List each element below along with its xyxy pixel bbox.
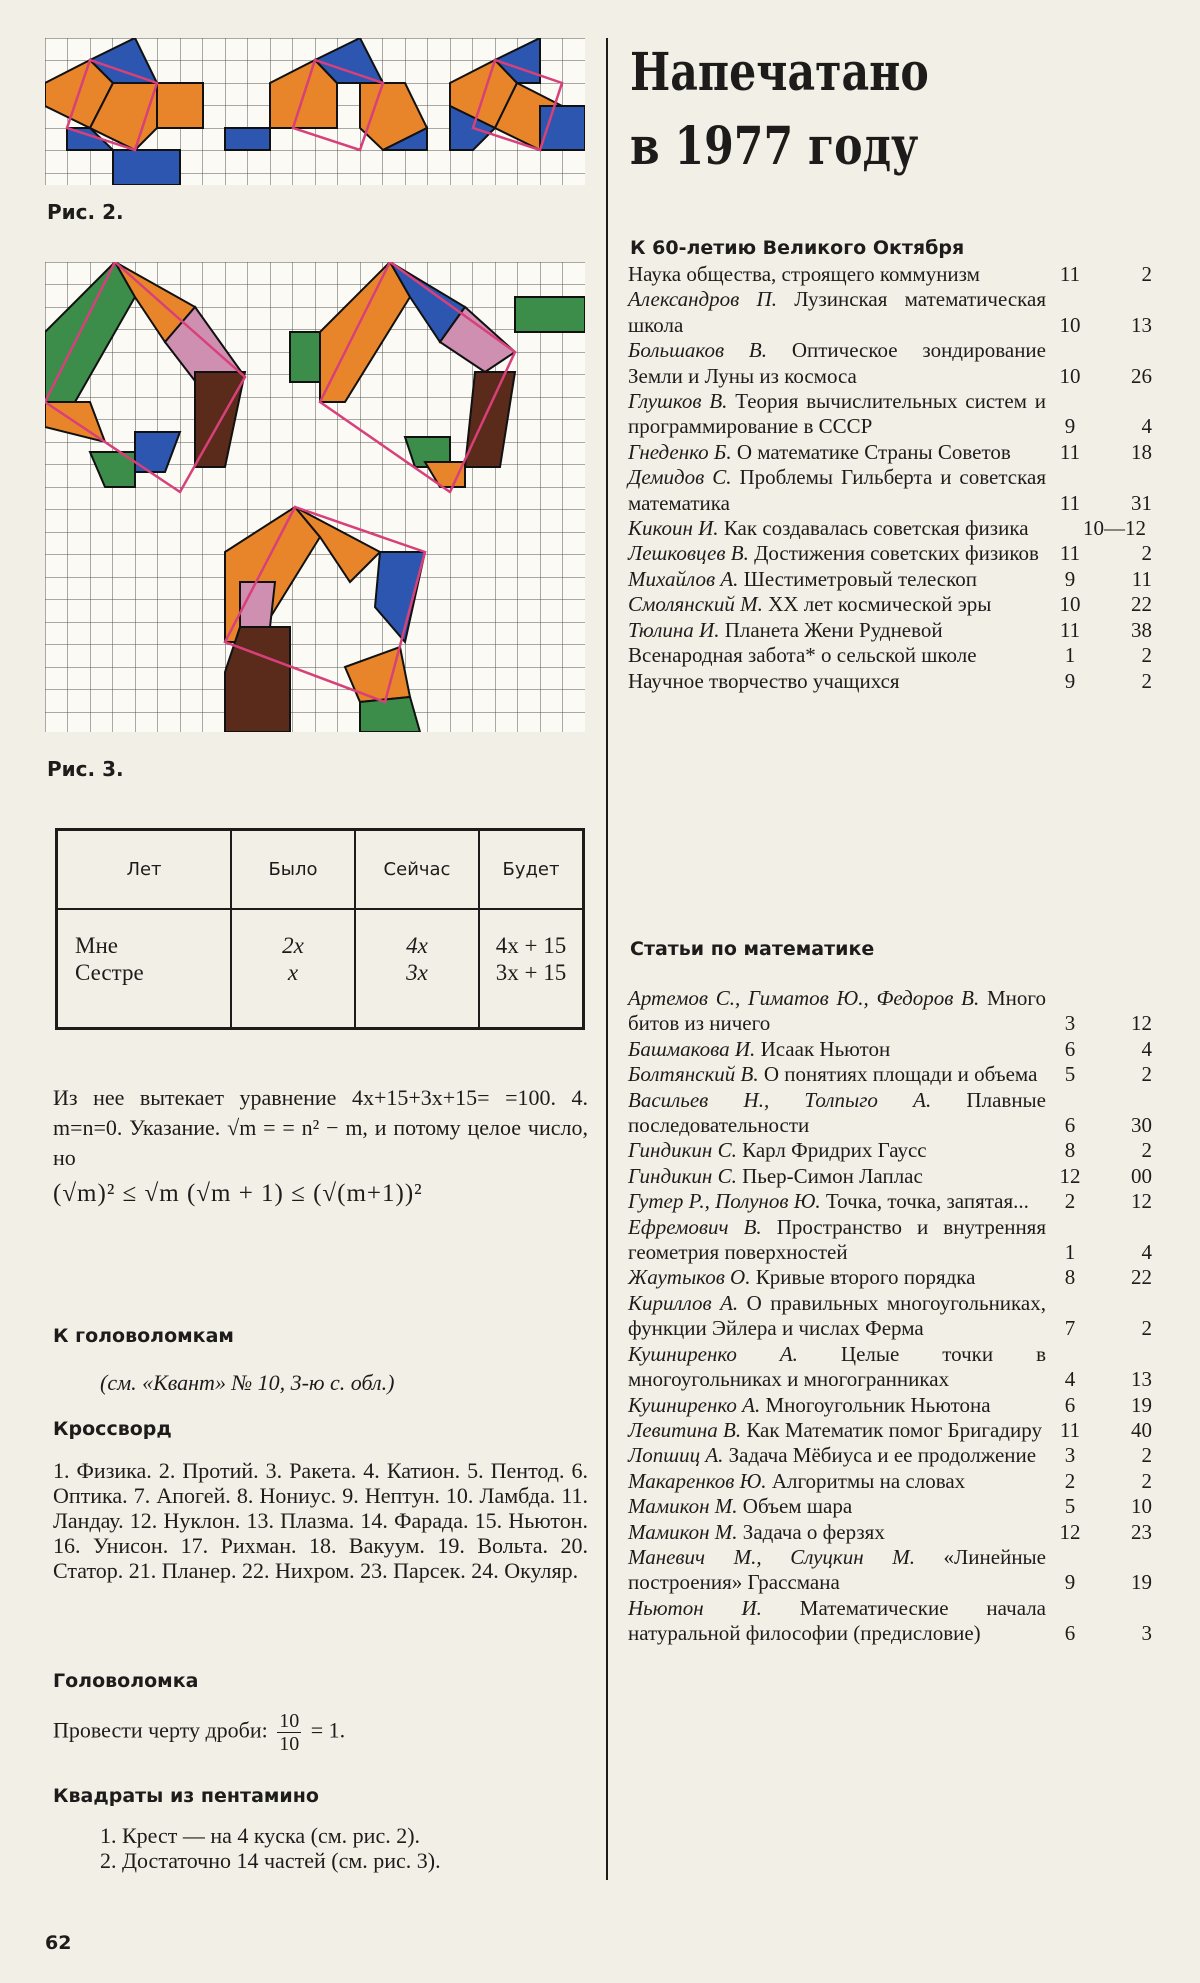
toc-entry-page: 00: [1131, 1163, 1152, 1188]
toc-entry-text: Теория вычислительных систем и программирование в СССР: [628, 389, 1046, 439]
toc-entry-page: 26: [1131, 363, 1152, 388]
toc-entry-text: Целые точки в многоугольниках и многогранниках: [628, 1341, 1046, 1392]
toc-entry-page: 10: [1131, 1494, 1152, 1519]
age-table-bylo: [231, 909, 355, 1029]
toc-entry-issue: 6: [1064, 1621, 1076, 1646]
toc-entry-issue: 4: [1064, 1367, 1076, 1392]
toc-entry-title: [628, 1138, 1046, 1163]
toc-entry-title: [628, 618, 1046, 643]
figure-3-grid: [45, 262, 585, 732]
toc-entry-text: Точка, точка, запятая...: [820, 1189, 1029, 1214]
toc-entry-issue: 11: [1059, 262, 1081, 286]
equation-text: Из нее вытекает уравнение 4x+15+3x+15= =100. 4. m=n=0. Указание. √m = = n² − m, и потому целое число, но: [53, 1085, 588, 1170]
toc-entry-text: Задача о ферзях: [737, 1519, 885, 1544]
toc-entry-text: Многоугольник Ньютона: [760, 1392, 991, 1417]
toc-entry-title: [628, 1393, 1046, 1418]
table-cell: 3x: [406, 960, 428, 985]
toc-entry-page: 4: [1141, 1240, 1152, 1265]
section-heading-october: К 60-летию Великого Октября: [630, 237, 965, 259]
toc-entry: [628, 1062, 1168, 1087]
toc-entry-text: Как создавалась советская физика: [718, 516, 1029, 541]
toc-entry-page: 2: [1141, 541, 1152, 566]
toc-entry-author: Гиндикин С.: [628, 1163, 737, 1188]
toc-entry-issue: 11: [1059, 1417, 1081, 1442]
toc-entry-author: Гнеденко Б.: [628, 439, 732, 464]
toc-entry: [628, 592, 1168, 617]
toc-entry-author: Башмакова И.: [628, 1036, 756, 1061]
table-cell: Сестре: [75, 960, 144, 985]
toc-entry-text: «Линейные построения» Грассмана: [628, 1544, 1046, 1595]
toc-entry: [628, 567, 1168, 592]
toc-entry-page: 18: [1131, 439, 1152, 464]
title-line-1: Напечатано: [630, 42, 929, 103]
toc-entry: [628, 1164, 1168, 1189]
toc-entry-author: Болтянский В.: [628, 1062, 759, 1087]
puzzles-heading: К головоломкам: [53, 1325, 234, 1347]
age-table-body-row: [57, 909, 584, 1029]
toc-entry-title: [628, 1342, 1046, 1393]
toc-entry: [628, 986, 1168, 1037]
toc-entry-title: [628, 440, 1046, 465]
toc-entry-page: 19: [1131, 1392, 1152, 1417]
toc-entry-page: 40: [1131, 1417, 1152, 1442]
toc-entry-title: [628, 1596, 1046, 1647]
toc-entry-author: Маневич М., Слуцкин М.: [628, 1544, 915, 1569]
toc-entry-issue: 12: [1059, 1519, 1081, 1544]
toc-entry-issue: 10: [1059, 312, 1081, 337]
toc-entry-author: Михайлов А.: [628, 566, 739, 591]
toc-entry: [628, 1494, 1168, 1519]
equation-block: [53, 1083, 588, 1209]
toc-entry-issue: 3: [1064, 1443, 1076, 1468]
toc-entry-author: Гиндикин С.: [628, 1138, 737, 1163]
toc-entry-title: [628, 1215, 1046, 1266]
toc-entry-title: [628, 1545, 1046, 1596]
toc-entry: [628, 541, 1168, 566]
figure-2: [45, 38, 585, 185]
toc-entry-author: Кикоин И.: [628, 516, 719, 541]
toc-entry-author: Артемов С., Гиматов Ю., Федоров В.: [628, 986, 980, 1010]
toc-entry: [628, 516, 1168, 541]
pentamino-item: 1. Крест — на 4 куска (см. рис. 2).: [100, 1823, 421, 1848]
toc-entry-text: Алгоритмы на словах: [766, 1468, 966, 1493]
toc-entry-issue: 9: [1064, 414, 1076, 439]
toc-entry-issue: 10: [1059, 363, 1081, 388]
toc-entry: [628, 287, 1168, 338]
toc-entry-text: Как Математик помог Бригадиру: [741, 1417, 1042, 1442]
toc-entry-issue: 9: [1064, 1570, 1076, 1595]
toc-entry-page: 2: [1141, 1062, 1152, 1087]
toc-entry-issue: 11: [1059, 490, 1081, 515]
fraction-numerator: 10: [279, 1710, 300, 1732]
toc-entry: [628, 1138, 1168, 1163]
toc-entry-title: [628, 1494, 1046, 1519]
toc-entry: [628, 618, 1168, 643]
pentamino-list: [100, 1823, 580, 1873]
toc-entry-author: Мамикон М.: [628, 1519, 738, 1544]
figure-2-grid: [45, 38, 585, 185]
crossword-heading: Кроссворд: [53, 1418, 172, 1440]
toc-entry: [628, 389, 1168, 440]
toc-entry-issue: 8: [1064, 1138, 1076, 1163]
toc-entry-text: О понятиях площади и объема: [758, 1062, 1038, 1087]
toc-entry-text: Математические начала натуральной философии (предисловие): [628, 1595, 1047, 1646]
toc-entry: [628, 1596, 1168, 1647]
toc-entry-page: 23: [1131, 1519, 1152, 1544]
toc-entry-page: 2: [1141, 668, 1152, 693]
toc-entry-page: 30: [1131, 1113, 1152, 1138]
toc-entry: [628, 1520, 1168, 1545]
toc-entry-text: Оптическое зондирование Земли и Луны из космоса: [628, 338, 1046, 388]
toc-entry-title: [628, 541, 1046, 566]
toc-entry-issue: 7: [1064, 1316, 1076, 1341]
toc-entry-issue: 9: [1064, 566, 1076, 591]
toc-entry-author: Большаков В.: [628, 338, 767, 363]
toc-entry-text: Исаак Ньютон: [755, 1036, 891, 1061]
toc-entry-title: [628, 1443, 1046, 1468]
toc-entry: [628, 1291, 1168, 1342]
toc-entry-text: Достижения советских физиков: [748, 541, 1039, 566]
toc-entry: [628, 338, 1168, 389]
toc-entry-issue: 5: [1064, 1494, 1076, 1519]
equation-inequality: (√m)² ≤ √m (√m + 1) ≤ (√(m+1))²: [53, 1180, 423, 1207]
page-number: 62: [45, 1932, 72, 1954]
column-divider: [606, 38, 608, 1880]
pentamino-item: 2. Достаточно 14 частей (см. рис. 3).: [100, 1848, 441, 1873]
toc-entry-page: 2: [1141, 1316, 1152, 1341]
toc-entry-issue: 2: [1064, 1468, 1076, 1493]
toc-entry-page: 38: [1131, 617, 1152, 642]
age-table: [55, 828, 585, 1030]
toc-entry-author: Александров П.: [628, 287, 777, 312]
toc-entry-text: Всенародная забота* о сельской школе: [628, 643, 977, 668]
toc-entry-issue: 9: [1064, 668, 1076, 693]
toc-entry-issue: 5: [1064, 1062, 1076, 1087]
toc-entry-text: О математике Страны Советов: [731, 439, 1011, 464]
toc-entry-text: Проблемы Гильберта и советская математика: [628, 465, 1046, 515]
puzzles-reference: (см. «Квант» № 10, 3-ю с. обл.): [100, 1370, 395, 1395]
toc-entry-author: Ефремович В.: [628, 1214, 762, 1239]
toc-entry-author: Демидов С.: [628, 465, 732, 490]
toc-entry: [628, 465, 1168, 516]
toc-entry-title: [628, 389, 1046, 440]
toc-entry-text: Планета Жени Рудневой: [719, 617, 943, 642]
toc-entry-page: 13: [1131, 312, 1152, 337]
toc-entry-issue: 6: [1064, 1392, 1076, 1417]
age-table-header: Сейчас: [355, 830, 479, 910]
toc-entry-title: [628, 1088, 1046, 1139]
age-table-header: Было: [231, 830, 355, 910]
age-table-header: Лет: [57, 830, 232, 910]
toc-entry: [628, 1545, 1168, 1596]
toc-entry-page: 12: [1131, 1011, 1152, 1036]
toc-entry-title: [628, 1037, 1046, 1062]
toc-entry-text: О правильных многоугольниках, функции Эйлера и числах Ферма: [628, 1290, 1046, 1341]
toc-entry-author: Гутер Р., Полунов Ю.: [628, 1189, 821, 1214]
toc-entry-issue: 8: [1064, 1265, 1076, 1290]
toc-entry-page: 4: [1141, 1036, 1152, 1061]
toc-entry-page: 3: [1141, 1621, 1152, 1646]
toc-entry-text: Шестиметровый телескоп: [738, 566, 977, 591]
golovolomka-instruction: Провести черту дроби:: [53, 1717, 268, 1743]
toc-entry-issue: 11: [1059, 439, 1081, 464]
toc-entry: [628, 440, 1168, 465]
toc-entry-author: Кириллов А.: [628, 1290, 739, 1315]
figure-3-caption: Рис. 3.: [47, 757, 124, 781]
toc-entry: [628, 643, 1168, 668]
toc-entry-title: [628, 592, 1046, 617]
toc-entry-title: [628, 986, 1046, 1037]
toc-entry: [628, 1393, 1168, 1418]
toc-entry-text: Задача Мёбиуса и ее продолжение: [723, 1443, 1037, 1468]
toc-entry-title: [628, 567, 1046, 592]
toc-entry-author: Макаренков Ю.: [628, 1468, 767, 1493]
fraction-rest: = 1.: [310, 1717, 346, 1743]
age-table-seichas: [355, 909, 479, 1029]
toc-entry: [628, 262, 1168, 287]
table-cell: 4x + 15: [495, 933, 567, 958]
fraction: [277, 1710, 301, 1755]
toc-entry-page: 31: [1131, 490, 1152, 515]
toc-entry-issue: 10: [1059, 592, 1081, 617]
toc-entry: [628, 1265, 1168, 1290]
toc-entry-title: [628, 1189, 1046, 1214]
golovolomka-heading: Головоломка: [53, 1670, 199, 1692]
toc-entry-title: [628, 1164, 1046, 1189]
toc-entry-author: Васильев Н., Толпыго А.: [628, 1087, 932, 1112]
toc-entry-page: 19: [1131, 1570, 1152, 1595]
toc-entry-text: XX лет космической эры: [762, 592, 992, 617]
toc-entry-page: 13: [1131, 1367, 1152, 1392]
table-cell: 2x: [282, 933, 304, 958]
toc-entry-page: 2: [1141, 1138, 1152, 1163]
toc-entry-title: [628, 643, 1046, 668]
toc-entry-issue: 11: [1059, 617, 1081, 642]
toc-entry-author: Жаутыков О.: [628, 1265, 751, 1290]
toc-entry: [628, 1418, 1168, 1443]
age-table-header: Будет: [479, 830, 584, 910]
age-table-labels: [57, 909, 232, 1029]
toc-entry-author: Лопшиц А.: [628, 1443, 724, 1468]
toc-entry-text: Наука общества, строящего коммунизм: [628, 262, 980, 286]
toc-entry-text: Пьер-Симон Лаплас: [736, 1163, 923, 1188]
toc-entry-text: Пространство и внутренняя геометрия поверхностей: [628, 1214, 1046, 1265]
toc-entry-text: Объем шара: [737, 1494, 853, 1519]
fraction-denominator: 10: [279, 1733, 300, 1755]
toc-entry-issue: 6: [1064, 1036, 1076, 1061]
golovolomka-text: [53, 1710, 588, 1755]
toc-entry-page: 22: [1131, 592, 1152, 617]
toc-entry-author: Ньютон И.: [628, 1595, 762, 1620]
toc-entry-page: 22: [1131, 1265, 1152, 1290]
toc-entry: [628, 669, 1168, 694]
toc-entry-page: 2: [1141, 1468, 1152, 1493]
toc-entry-title: [628, 465, 1046, 516]
toc-entry: [628, 1443, 1168, 1468]
toc-entry-text: Много битов из ничего: [628, 986, 1046, 1036]
toc-section-october: [628, 262, 1168, 694]
toc-entry-title: [628, 669, 1046, 694]
toc-entry-issue: 1: [1064, 643, 1076, 668]
toc-entry-author: Кушниренко А.: [628, 1341, 798, 1366]
toc-entry-title: [628, 1291, 1046, 1342]
toc-entry-author: Тюлина И.: [628, 617, 720, 642]
table-cell: 4x: [406, 933, 428, 958]
age-table-header-row: [57, 830, 584, 910]
toc-entry-title: [628, 1469, 1046, 1494]
toc-entry-author: Левитина В.: [628, 1417, 742, 1442]
toc-entry-title: [628, 262, 1046, 287]
toc-entry-text: Плавные последовательности: [628, 1087, 1046, 1138]
age-table-budet: [479, 909, 584, 1029]
toc-entry-page: 4: [1141, 414, 1152, 439]
toc-entry-issue: 3: [1064, 1011, 1076, 1036]
toc-entry-title: [628, 1062, 1046, 1087]
toc-entry: [628, 1469, 1168, 1494]
toc-entry-text: Научное творчество учащихся: [628, 668, 900, 693]
figure-2-caption: Рис. 2.: [47, 200, 124, 224]
table-cell: 3x + 15: [495, 960, 567, 985]
toc-section-math: [628, 986, 1168, 1647]
toc-entry: [628, 1088, 1168, 1139]
crossword-answers: 1. Физика. 2. Протий. 3. Ракета. 4. Катион. 5. Пентод. 6. Оптика. 7. Апогей. 8. Нониус. 9. Нептун. 10. Ламбда. 11. Ландау. 12. Нуклон. 13. Плазма. 14. Фарада. 15. Ньютон. 16. Унисон. 17. Рихман. 18. Вакуум. 19. Вольта. 20. Статор. 21. Планер. 22. Нихром. 23. Парсек. 24. Окуляр.: [53, 1458, 588, 1583]
toc-entry-issue: 12: [1059, 1163, 1081, 1188]
toc-entry-title: [628, 338, 1046, 389]
toc-entry: [628, 1342, 1168, 1393]
toc-entry-title: [628, 516, 1046, 541]
toc-entry-issue: 1: [1064, 1240, 1076, 1265]
toc-entry-page: 11: [1131, 566, 1152, 591]
table-cell: x: [287, 960, 299, 985]
toc-entry-title: [628, 287, 1046, 338]
toc-entry-page: 2: [1141, 643, 1152, 668]
toc-entry-title: [628, 1265, 1046, 1290]
section-heading-math: Статьи по математике: [630, 938, 875, 960]
page-title: [630, 36, 929, 184]
toc-entry-author: Кушниренко А.: [628, 1392, 761, 1417]
toc-entry-text: Лузинская математическая школа: [628, 287, 1047, 337]
toc-entry-title: [628, 1418, 1046, 1443]
toc-entry-issue: 10—12: [1083, 516, 1146, 541]
toc-entry-page: 12: [1131, 1189, 1152, 1214]
toc-entry-text: Карл Фридрих Гаусс: [736, 1138, 927, 1163]
toc-entry-author: Лешковцев В.: [628, 541, 749, 566]
toc-entry-page: 2: [1141, 1443, 1152, 1468]
figure-3: [45, 262, 585, 732]
toc-entry-author: Глушков В.: [628, 389, 728, 414]
toc-entry-title: [628, 1520, 1046, 1545]
pentamino-heading: Квадраты из пентамино: [53, 1785, 319, 1807]
toc-entry-text: Кривые второго порядка: [750, 1265, 976, 1290]
toc-entry-issue: 11: [1059, 541, 1081, 566]
toc-entry: [628, 1215, 1168, 1266]
toc-entry: [628, 1037, 1168, 1062]
toc-entry-author: Смолянский М.: [628, 592, 763, 617]
toc-entry-issue: 2: [1064, 1189, 1076, 1214]
table-cell: Мне: [75, 933, 118, 958]
toc-entry: [628, 1189, 1168, 1214]
toc-entry-page: 2: [1141, 262, 1152, 286]
toc-entry-author: Мамикон М.: [628, 1494, 738, 1519]
toc-entry-issue: 6: [1064, 1113, 1076, 1138]
title-line-2: в 1977 году: [630, 116, 919, 177]
